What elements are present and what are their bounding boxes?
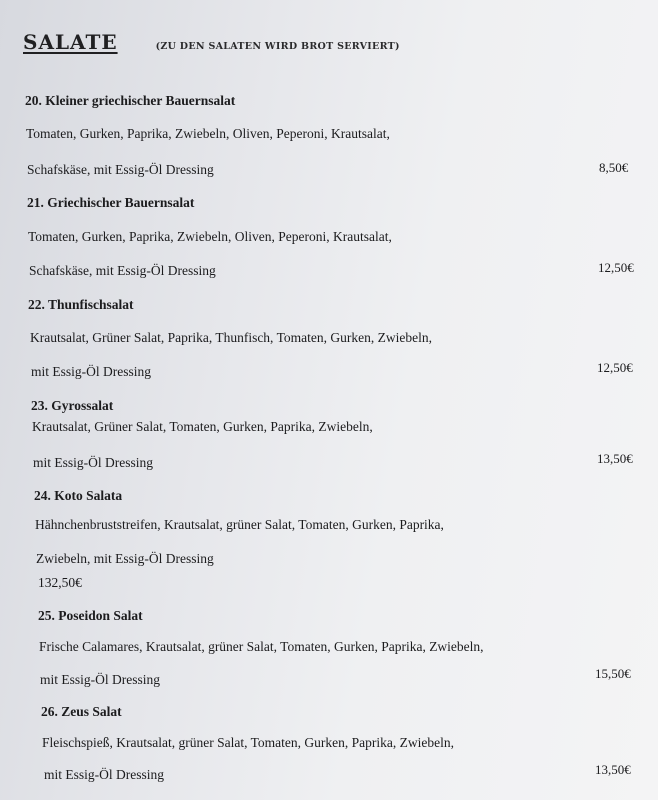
item-description: mit Essig-Öl Dressing bbox=[31, 364, 151, 379]
menu-header bbox=[23, 30, 400, 54]
section-subtitle: (ZU DEN SALATEN WIRD BROT SERVIERT) bbox=[155, 41, 400, 52]
item-price: 12,50€ bbox=[598, 260, 634, 275]
item-price: 132,50€ bbox=[38, 575, 82, 590]
item-price: 13,50€ bbox=[597, 451, 633, 466]
item-description: Krautsalat, Grüner Salat, Tomaten, Gurken, Paprika, Zwiebeln, bbox=[32, 419, 373, 434]
item-description: Schafskäse, mit Essig-Öl Dressing bbox=[27, 162, 214, 177]
item-name: 20. Kleiner griechischer Bauernsalat bbox=[25, 93, 236, 108]
item-description: Krautsalat, Grüner Salat, Paprika, Thunfisch, Tomaten, Gurken, Zwiebeln, bbox=[30, 330, 432, 345]
item-description: mit Essig-Öl Dressing bbox=[44, 767, 164, 782]
item-name: 23. Gyrossalat bbox=[31, 398, 114, 413]
item-price: 8,50€ bbox=[599, 160, 629, 175]
section-title: SALATE bbox=[23, 30, 118, 54]
item-description: mit Essig-Öl Dressing bbox=[40, 672, 160, 687]
item-name: 25. Poseidon Salat bbox=[38, 608, 143, 623]
item-description: Tomaten, Gurken, Paprika, Zwiebeln, Oliven, Peperoni, Krautsalat, bbox=[26, 126, 390, 141]
item-description: Schafskäse, mit Essig-Öl Dressing bbox=[29, 263, 216, 278]
item-price: 12,50€ bbox=[597, 360, 633, 375]
item-description: mit Essig-Öl Dressing bbox=[33, 455, 153, 470]
item-description: Hähnchenbruststreifen, Krautsalat, grüner Salat, Tomaten, Gurken, Paprika, bbox=[35, 517, 444, 532]
item-name: 22. Thunfischsalat bbox=[28, 297, 134, 312]
item-price: 13,50€ bbox=[595, 762, 631, 777]
item-description: Fleischspieß, Krautsalat, grüner Salat, Tomaten, Gurken, Paprika, Zwiebeln, bbox=[42, 735, 454, 750]
item-name: 21. Griechischer Bauernsalat bbox=[27, 195, 195, 210]
item-description: Tomaten, Gurken, Paprika, Zwiebeln, Oliven, Peperoni, Krautsalat, bbox=[28, 229, 392, 244]
item-price: 15,50€ bbox=[595, 666, 631, 681]
item-name: 26. Zeus Salat bbox=[41, 704, 122, 719]
item-name: 24. Koto Salata bbox=[34, 488, 123, 503]
item-description: Zwiebeln, mit Essig-Öl Dressing bbox=[36, 551, 214, 566]
item-description: Frische Calamares, Krautsalat, grüner Salat, Tomaten, Gurken, Paprika, Zwiebeln, bbox=[39, 639, 484, 654]
